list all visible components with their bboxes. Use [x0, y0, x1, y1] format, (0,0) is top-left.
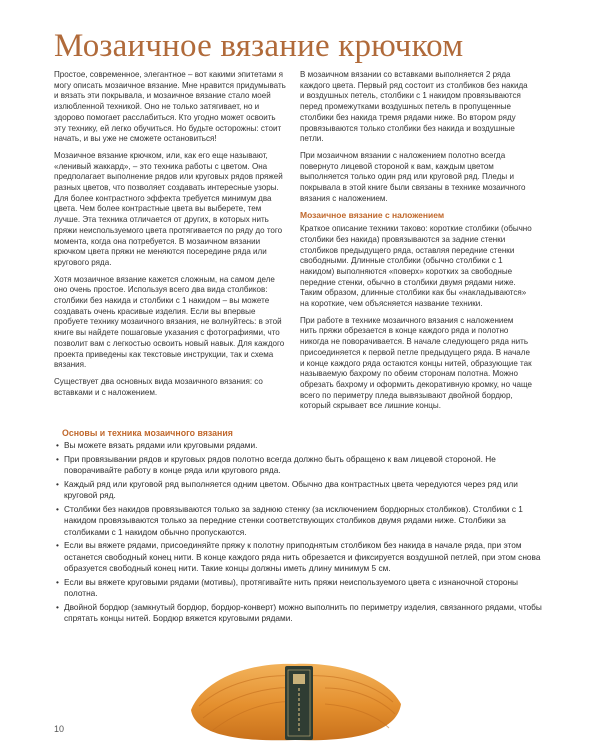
left-column	[54, 70, 286, 404]
yarn-skein-image	[185, 648, 407, 746]
paragraph: В мозаичном вязании со вставками выполняется 2 ряда каждого цвета. Первый ряд состоит из столбиков без накида и воздушных петель, столбики с 1 накидом провязываются перед промежутками воздушных петель в пропущенные столбики без накида тремя рядами ниже. Во втором ряду провязываются только столбики без накида и воздушные петли.	[300, 70, 528, 144]
paragraph: При мозаичном вязании с наложением полотно всегда повернуто лицевой стороной к вам, каждым цветом выполняется только один ряд или круговой ряд. Пледы и покрывала в этой книге были связаны в технике мозаичного вязания с наложением.	[300, 150, 526, 203]
paragraph: Простое, современное, элегантное – вот какими эпитетами я могу описать мозаичное вязание. Мне нравится придумывать и вязать эти покрывала, и мозаичное вязание стало моей излюбленной техникой. Оно не только затягивает, но и здорово помогает расслабиться. Кто угодно может освоить эту технику, ей легко обучиться. Но будьте осторожны: стоит начать, и вы уже не сможете остановиться!	[54, 70, 286, 144]
list-item: • Если вы вяжете рядами, присоединяйте пряжу к полотну приподнятым столбиком без накида в начале ряда, при этом останется свободный конец нити. В конце каждого ряда нить обрезается и фиксируется воздушной петлей, при этом снова образуется свободный конец нити. Такие концы должны иметь длину минимум 5 см.	[56, 540, 551, 575]
paragraph: Мозаичное вязание крючком, или, как его еще называют, «ленивый жаккард», – это техника работы с цветом. Она предполагает выполнение рядов или круговых рядов пряжей разных цветов, что позволяет создавать интересные узоры. Для более контрастного эффекта требуется минимум два цвета. Чем более контрастные цвета вы выберете, тем лучше. Эта техника отличается от других, в которых нить пряжи неиспользуемого цвета протягивается по ряду до того момента, когда она потребуется. В мозаичном вязании крючком цвета пряжи не меняются посередине ряда или кругового ряда.	[54, 150, 283, 267]
list-item: • Каждый ряд или круговой ряд выполняется одним цветом. Обычно два контрастных цвета чередуются через ряд или круговой ряд.	[56, 479, 551, 502]
list-item: • Двойной бордюр (замкнутый бордюр, бордюр-конверт) можно выполнить по периметру изделия, связанного рядами, чтобы спрятать концы нитей. Бордюр вяжется круговыми рядами.	[56, 602, 551, 625]
list-item: • Столбики без накидов провязываются только за заднюю стенку (за исключением бордюрных столбиков). Столбики с 1 накидом провязываются только за передние стенки соответствующих столбиков двумя рядами ниже. Столбики за столбиками с 1 накидом обычно пропускаются.	[56, 504, 551, 539]
tips-title: Основы и техника мозаичного вязания	[62, 428, 233, 438]
list-item: • Вы можете вязать рядами или круговыми рядами.	[56, 440, 551, 452]
paragraph: При работе в технике мозаичного вязания с наложением нить пряжи обрезается в конце каждого ряда и полотно никогда не поворачивается. В начале следующего ряда нить присоединяется к первой петле предыдущего ряда. В начале и конце каждого ряда остаются концы нитей, образующие так называемую бахрому по обеим сторонам полотна. Можно обрезать бахрому и оформить декоративную кромку, но чаще всего по периметру пледа вывязывают двойной бордюр, который скрывает все лишние концы.	[300, 315, 532, 411]
list-item: • Если вы вяжете круговыми рядами (мотивы), протягивайте нить пряжи неиспользуемого цвета с изнаночной стороны полотна.	[56, 577, 551, 600]
paragraph: Существует два основных вида мозаичного вязания: со вставками и с наложением.	[54, 376, 263, 397]
page-title: Мозаичное вязание крючком	[54, 28, 464, 64]
list-item: • При провязывании рядов и круговых рядов полотно всегда должно быть обращено к вам лицевой стороной. Не поворачивайте работу в конце ряда или кругового ряда.	[56, 454, 551, 477]
page-number: 10	[54, 724, 65, 734]
paragraph: Краткое описание техники таково: короткие столбики (обычно столбики без накида) провязываются за задние стенки столбиков предыдущего ряда, оставляя передние стенки свободными. Длинные столбики (обычно столбики с 1 накидом) выполняются «поверх» коротких за свободные передние стенки, обычно в столбики двумя рядами ниже. Таким образом, длинные столбики как бы «накладываются» на короткие, чем объясняется название техники.	[300, 224, 532, 309]
tips-list	[56, 440, 551, 625]
section-subheading: Мозаичное вязание с наложением	[300, 210, 445, 221]
tips-box	[56, 428, 551, 627]
yarn-label	[285, 666, 313, 740]
paragraph: Хотя мозаичное вязание кажется сложным, на самом деле оно очень простое. Используя всего два вида столбиков: столбики без накида и столбики с 1 накидом – вы можете создавать очень красивые изделия. Если вы впервые пробуете технику мозаичного вязания, не волнуйтесь: в этой книге вы найдете пошаговые указания с фотографиями, что позволит вам с легкостью освоить новый навык. Для каждого проекта приведены как текстовые инструкции, так и схема вязания.	[54, 274, 285, 370]
right-column	[300, 70, 532, 418]
